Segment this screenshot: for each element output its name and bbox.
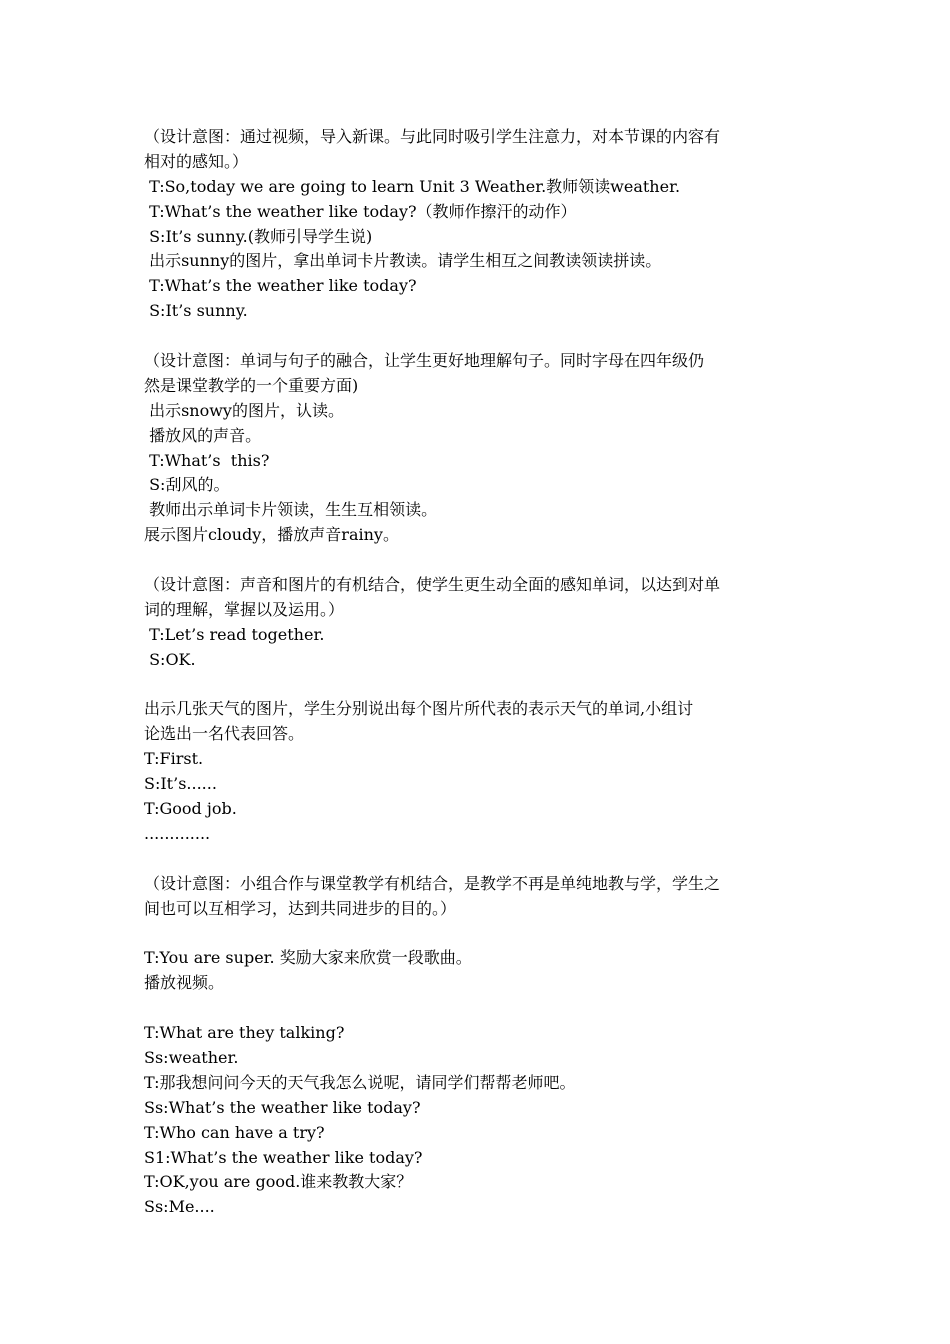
text-line: T:那我想问问今天的天气我怎么说呢，请同学们帮帮老师吧。 <box>144 1072 576 1092</box>
text-line: Ss:What’s the weather like today? <box>144 1097 421 1117</box>
text-line: T:Who can have a try? <box>144 1122 325 1142</box>
text-line: T:First. <box>144 749 204 769</box>
text-line: T:Let’s read together. <box>144 624 325 644</box>
document-body <box>144 125 810 1220</box>
text-line: 词的理解，掌握以及运用。） <box>144 599 345 619</box>
text-line: T:Good job. <box>144 799 237 819</box>
text-line: T:What’s the weather like today?（教师作擦汗的动作） <box>144 201 577 221</box>
text-line: S:It’s sunny.(教师引导学生说) <box>144 226 373 246</box>
text-line: Ss:Me.... <box>144 1197 215 1217</box>
blank-line <box>144 324 810 349</box>
text-line: S1:What’s the weather like today? <box>144 1147 423 1167</box>
text-line: T:What’s this? <box>144 450 270 470</box>
blank-line <box>144 996 810 1021</box>
text-line: T:What are they talking? <box>144 1023 345 1043</box>
text-line: （设计意图：小组合作与课堂教学有机结合，是教学不再是单纯地教与学，学生之 <box>144 873 721 893</box>
text-line: S:OK. <box>144 649 196 669</box>
blank-line <box>144 922 810 947</box>
text-line: （设计意图：声音和图片的有机结合，使学生更生动全面的感知单词，以达到对单 <box>144 575 721 595</box>
text-line: 播放视频。 <box>144 973 225 993</box>
blank-line <box>144 847 810 872</box>
text-line: 相对的感知。） <box>144 151 249 171</box>
text-line: 间也可以互相学习，达到共同进步的目的。） <box>144 898 457 918</box>
text-line: （设计意图：单词与句子的融合，让学生更好地理解句子。同时字母在四年级仍 <box>144 351 705 371</box>
text-line: T:OK,you are good.谁来教教大家？ <box>144 1172 413 1192</box>
text-line: （设计意图：通过视频，导入新课。与此同时吸引学生注意力，对本节课的内容有 <box>144 127 721 146</box>
blank-line <box>144 673 810 698</box>
blank-line <box>144 548 810 573</box>
text-line: 出示几张天气的图片，学生分别说出每个图片所代表的表示天气的单词,小组讨 <box>144 699 694 719</box>
text-line: 出示snowy的图片，认读。 <box>144 400 344 420</box>
text-line: Ss:weather. <box>144 1047 239 1067</box>
text-line: S:刮风的。 <box>144 475 230 495</box>
text-line: 教师出示单词卡片领读，生生互相领读。 <box>144 500 438 520</box>
text-line: T:You are super. 奖励大家来欣赏一段歌曲。 <box>144 948 472 968</box>
text-line: 出示sunny的图片，拿出单词卡片教读。请学生相互之间教读领读拼读。 <box>144 251 662 271</box>
text-line: 然是课堂教学的一个重要方面) <box>144 375 359 395</box>
text-line: T:So,today we are going to learn Unit 3 Weather.教师领读weather. <box>144 176 681 196</box>
text-line: T:What’s the weather like today? <box>144 276 417 296</box>
text-line: S:It’s...... <box>144 774 217 794</box>
text-line: ............. <box>144 823 211 843</box>
text-line: S:It’s sunny. <box>144 301 248 321</box>
text-line: 展示图片cloudy，播放声音rainy。 <box>144 525 399 545</box>
text-line: 论选出一名代表回答。 <box>144 724 305 744</box>
text-line: 播放风的声音。 <box>144 425 262 445</box>
